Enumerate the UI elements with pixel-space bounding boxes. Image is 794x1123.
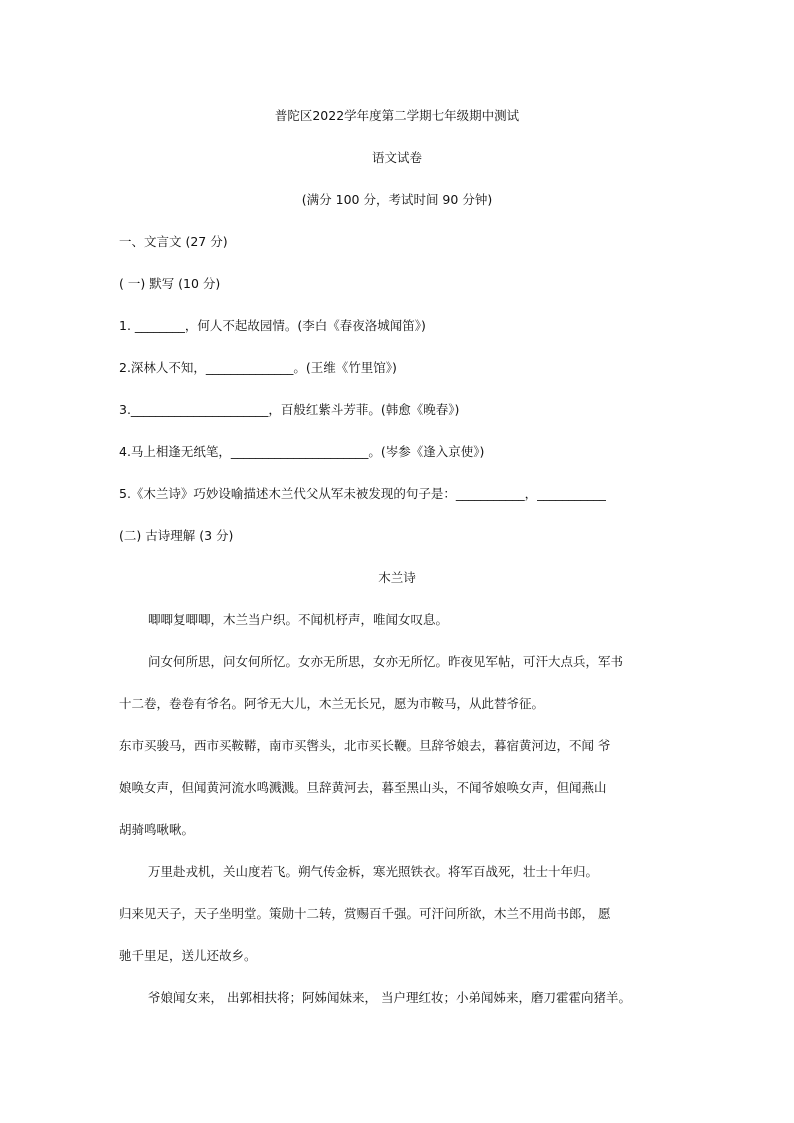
poem-line: 爷娘闻女来， 出郭相扶将；阿姊闻妹来， 当户理红妆；小弟闻姊来，磨刀霍霍向猪羊。	[148, 990, 631, 1005]
exam-title: 普陀区2022学年度第二学期七年级期中测试	[274, 108, 520, 123]
part-heading-poem-comprehension: (二) 古诗理解 (3 分)	[119, 528, 234, 543]
poem-line: 驰千里足，送儿还故乡。	[119, 948, 257, 963]
question-2: 2.深林人不知，______________。(王维《竹里馆》)	[119, 360, 397, 375]
poem-title: 木兰诗	[378, 570, 416, 585]
part-heading-dictation: ( 一) 默写 (10 分)	[119, 276, 221, 291]
question-1: 1. ________，何人不起故园情。(李白《春夜洛城闻笛》)	[119, 318, 426, 333]
poem-line: 娘唤女声，但闻黄河流水鸣溅溅。旦辞黄河去，暮至黑山头，不闻爷娘唤女声，但闻燕山	[119, 780, 607, 795]
poem-line: 胡骑鸣啾啾。	[119, 822, 195, 837]
poem-line: 万里赴戎机，关山度若飞。朔气传金柝，寒光照铁衣。将军百战死，壮士十年归。	[148, 864, 599, 879]
question-4: 4.马上相逢无纸笔，______________________。(岑参《逢入京使》)	[119, 444, 485, 459]
poem-line: 唧唧复唧唧，木兰当户织。不闻机杼声，唯闻女叹息。	[148, 612, 449, 627]
exam-note: (满分 100 分，考试时间 90 分钟)	[301, 192, 493, 207]
question-5: 5.《木兰诗》巧妙设喻描述木兰代父从军未被发现的句子是：___________，___________	[119, 486, 606, 501]
poem-line: 十二卷，卷卷有爷名。阿爷无大儿，木兰无长兄，愿为市鞍马，从此替爷征。	[119, 696, 545, 711]
poem-line: 归来见天子，天子坐明堂。策勋十二转，赏赐百千强。可汗问所欲，木兰不用尚书郎， 愿	[119, 906, 611, 921]
poem-line: 东市买骏马，西市买鞍鞯，南市买辔头，北市买长鞭。旦辞爷娘去，暮宿黄河边，不闻 爷	[119, 738, 611, 753]
exam-subtitle: 语文试卷	[371, 150, 422, 165]
section-heading-classical-chinese: 一、文言文 (27 分)	[119, 234, 228, 249]
poem-line: 问女何所思，问女何所忆。女亦无所思，女亦无所忆。昨夜见军帖，可汗大点兵，军书	[148, 654, 624, 669]
question-3: 3.______________________，百般红紫斗芳菲。(韩愈《晚春》)	[119, 402, 460, 417]
